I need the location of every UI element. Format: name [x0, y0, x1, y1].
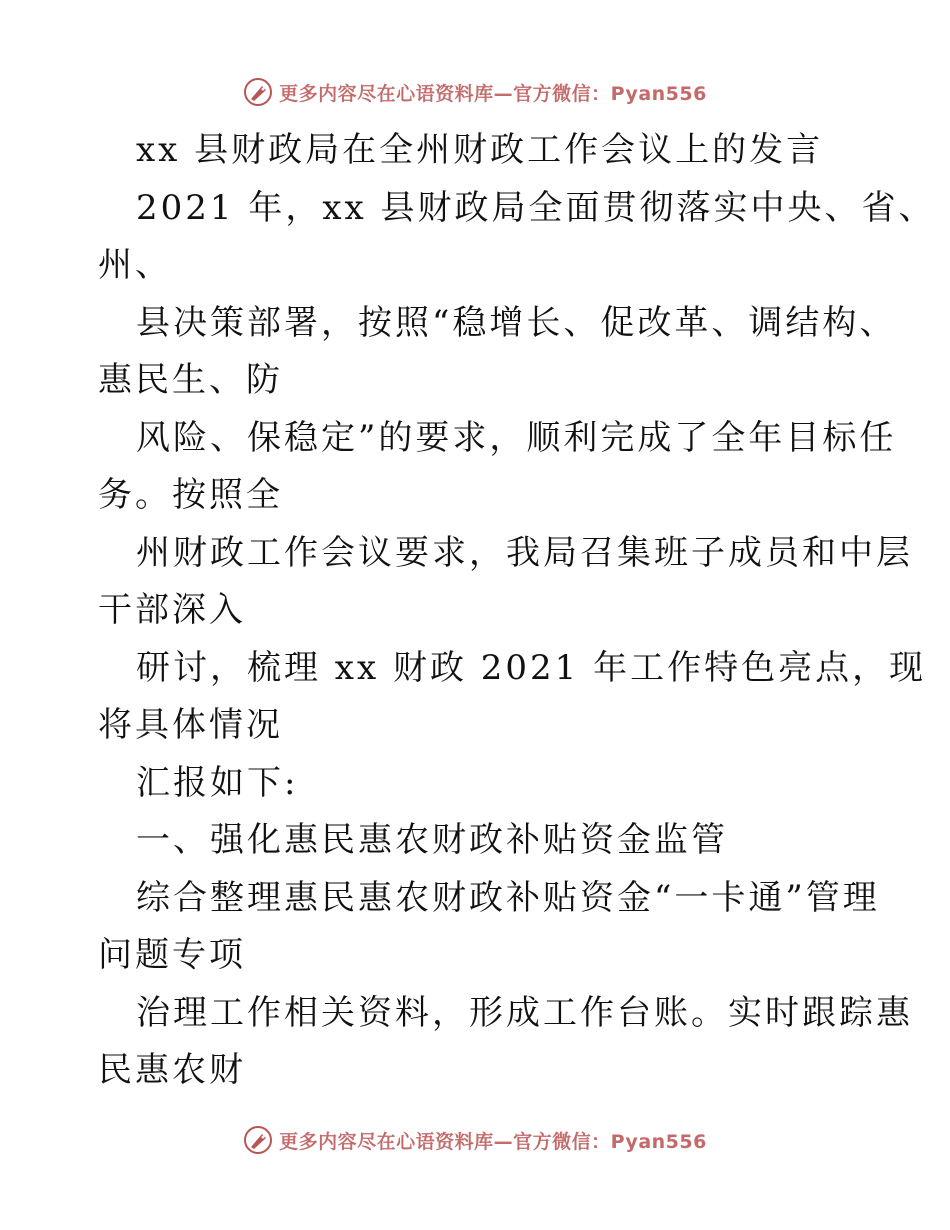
text-line: 干部深入: [98, 590, 246, 630]
footer-watermark: [0, 1120, 950, 1160]
text-line: 惠民生、防: [98, 360, 283, 400]
text-line: 州、: [98, 245, 172, 285]
text-line: 一、强化惠民惠农财政补贴资金监管: [136, 820, 728, 860]
header-watermark: [0, 72, 950, 112]
text-line: 问题专项: [98, 935, 246, 975]
text-line: xx 县财政局在全州财政工作会议上的发言: [136, 130, 824, 170]
text-line: 州财政工作会议要求，我局召集班子成员和中层: [136, 532, 913, 573]
text-line: 2021 年，xx 县财政局全面贯彻落实中央、省、: [136, 187, 936, 228]
text-line: 民惠农财: [98, 1050, 246, 1090]
text-line: 汇报如下:: [136, 762, 299, 803]
text-line: 风险、保稳定”的要求，顺利完成了全年目标任: [136, 417, 897, 458]
text-line: 务。按照全: [98, 475, 283, 515]
watermark-text: 更多内容尽在心语资料库—官方微信：Pyan556: [279, 1130, 707, 1153]
pen-nib-icon: [243, 1125, 273, 1155]
text-line: 综合整理惠民惠农财政补贴资金“一卡通”管理: [136, 877, 880, 918]
document-body: [98, 122, 936, 1100]
text-line: 县决策部署，按照“稳增长、促改革、调结构、: [136, 302, 897, 343]
text-line: 治理工作相关资料，形成工作台账。实时跟踪惠: [136, 992, 913, 1033]
text-line: 研讨，梳理 xx 财政 2021 年工作特色亮点，现: [136, 647, 927, 688]
pen-nib-icon: [243, 77, 273, 107]
text-line: 将具体情况: [98, 705, 283, 745]
watermark-text: 更多内容尽在心语资料库—官方微信：Pyan556: [279, 82, 707, 105]
